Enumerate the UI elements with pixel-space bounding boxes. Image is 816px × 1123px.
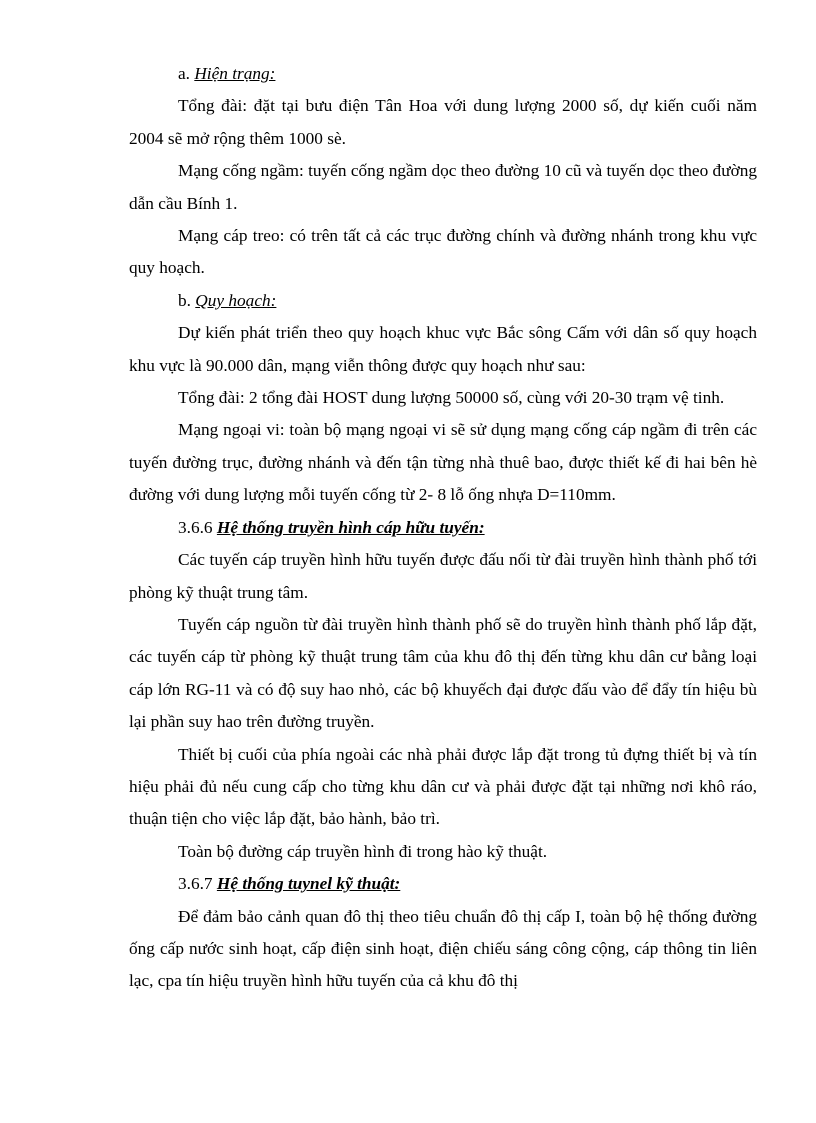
section-heading-3-6-6 <box>129 512 757 544</box>
subheading-prefix: a. <box>178 64 195 83</box>
section-heading-3-6-7 <box>129 868 757 900</box>
section-number: 3.6.7 <box>178 874 217 894</box>
section-title: Hệ thống truyền hình cáp hữu tuyến: <box>216 517 485 537</box>
paragraph: Mạng ngoại vi: toàn bộ mạng ngoại vi sẽ sử dụng mạng cống cáp ngầm đi trên các tuyến đường trục, đường nhánh và đến tận từng nhà thuê bao, được thiết kế đi hai bên hè đường với dung lượng mỗi tuyến cống từ 2- 8 lỗ ống nhựa D=110mm. <box>129 420 757 505</box>
paragraph: Tuyến cáp nguồn từ đài truyền hình thành phố sẽ do truyền hình thành phố lắp đặt, các tuyến cáp từ phòng kỹ thuật trung tâm của khu đô thị đến từng khu dân cư bằng loại cáp lớn RG-11 và có độ suy hao nhỏ, các bộ khuyếch đại được đấu vào để đẩy tín hiệu bù lại phần suy hao trên đường truyền. <box>129 614 757 732</box>
paragraph: Thiết bị cuối của phía ngoài các nhà phải được lắp đặt trong tủ đựng thiết bị và tín hiệu phải đủ nếu cung cấp cho từng khu dân cư và phải được đặt tại những nơi khô ráo, thuận tiện cho việc lắp đặt, bảo hành, bảo trì. <box>129 744 757 829</box>
paragraph: Mạng cống ngầm: tuyến cống ngầm dọc theo đường 10 cũ và tuyến dọc theo đường dẫn cầu Bính 1. <box>129 161 757 213</box>
document-body <box>129 58 757 998</box>
subheading-hien-trang <box>129 58 757 90</box>
paragraph: Tổng đài: 2 tổng đài HOST dung lượng 50000 số, cùng với 20-30 trạm vệ tinh. <box>178 388 725 408</box>
paragraph: Dự kiến phát triển theo quy hoạch khuc vực Bắc sông Cấm với dân số quy hoạch khu vực là 90.000 dân, mạng viễn thông được quy hoạch như sau: <box>129 323 757 375</box>
paragraph: Các tuyến cáp truyền hình hữu tuyến được đấu nối từ đài truyền hình thành phố tới phòng kỹ thuật trung tâm. <box>129 550 757 602</box>
paragraph: Để đảm bảo cảnh quan đô thị theo tiêu chuẩn đô thị cấp I, toàn bộ hệ thống đường ống cấp nước sinh hoạt, cấp điện sinh hoạt, điện chiếu sáng công cộng, cáp thông tin liên lạc, cpa tín hiệu truyền hình hữu tuyến của cả khu đô thị <box>129 906 757 991</box>
paragraph: Tổng đài: đặt tại bưu điện Tân Hoa với dung lượng 2000 số, dự kiến cuối năm 2004 sẽ mở rộng thêm 1000 sè. <box>129 96 757 148</box>
paragraph: Toàn bộ đường cáp truyền hình đi trong hào kỹ thuật. <box>178 841 548 861</box>
subheading-quy-hoach <box>129 285 757 317</box>
section-title: Hệ thống tuynel kỹ thuật: <box>216 874 401 894</box>
subheading-title: Hiện trạng: <box>194 64 276 83</box>
paragraph: Mạng cáp treo: có trên tất cả các trục đường chính và đường nhánh trong khu vực quy hoạch. <box>129 226 757 278</box>
subheading-title: Quy hoạch: <box>195 290 277 310</box>
subheading-prefix: b. <box>178 290 196 310</box>
section-number: 3.6.6 <box>178 517 217 537</box>
